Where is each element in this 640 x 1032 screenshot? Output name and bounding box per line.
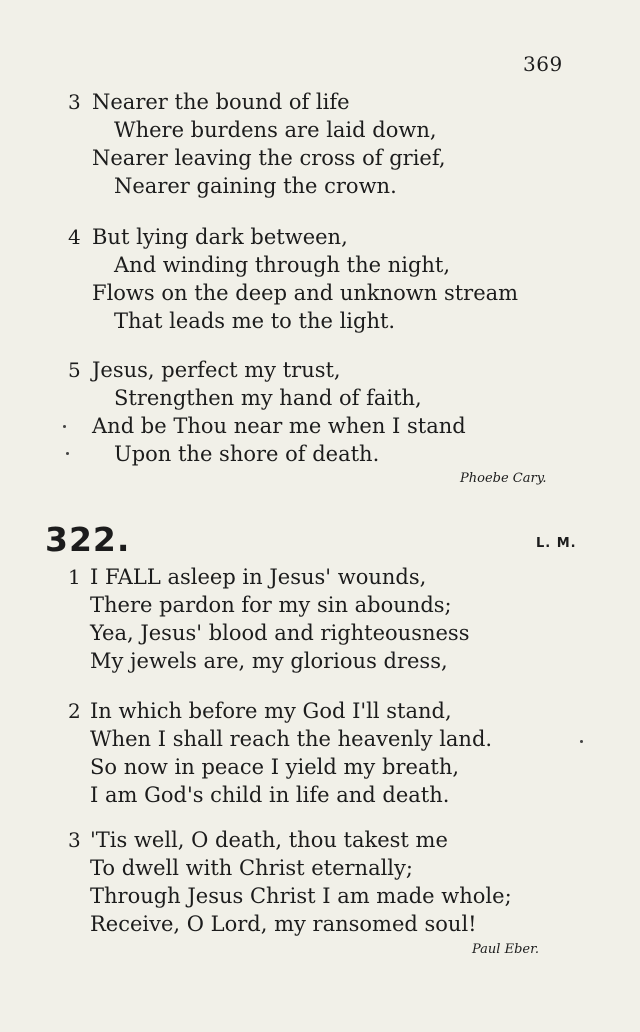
- verse-line: I FALL asleep in Jesus' wounds,: [90, 565, 427, 589]
- stanza-number: 3: [68, 828, 81, 852]
- verse-line: And be Thou near me when I stand: [92, 414, 466, 438]
- verse-line: There pardon for my sin abounds;: [90, 593, 452, 617]
- print-speck: [66, 452, 69, 455]
- print-speck: [580, 740, 583, 743]
- verse-line: Upon the shore of death.: [114, 442, 380, 466]
- hymn-author: Paul Eber.: [472, 942, 539, 957]
- print-speck: [63, 425, 66, 428]
- verse-line: When I shall reach the heavenly land.: [90, 727, 493, 751]
- stanza-number: 4: [68, 225, 81, 249]
- verse-line: I am God's child in life and death.: [90, 783, 450, 807]
- hymn-number: 322.: [45, 520, 131, 559]
- verse-line: Jesus, perfect my trust,: [92, 358, 341, 382]
- verse-line: Nearer leaving the cross of grief,: [92, 146, 446, 170]
- stanza-number: 5: [68, 358, 81, 382]
- verse-line: So now in peace I yield my breath,: [90, 755, 460, 779]
- verse-line: Yea, Jesus' blood and righteousness: [90, 621, 470, 645]
- verse-line: Nearer the bound of life: [92, 90, 350, 114]
- prev-hymn-author: Phoebe Cary.: [460, 471, 547, 486]
- stanza-number: 2: [68, 699, 81, 723]
- verse-line: To dwell with Christ eternally;: [90, 856, 413, 880]
- verse-line: Where burdens are laid down,: [114, 118, 437, 142]
- verse-line: Flows on the deep and unknown stream: [92, 281, 519, 305]
- verse-line: And winding through the night,: [114, 253, 451, 277]
- verse-line: 'Tis well, O death, thou takest me: [90, 828, 448, 852]
- verse-line: Strengthen my hand of faith,: [114, 386, 422, 410]
- stanza-number: 3: [68, 90, 81, 114]
- verse-line: Receive, O Lord, my ransomed soul!: [90, 912, 477, 936]
- verse-line: My jewels are, my glorious dress,: [90, 649, 448, 673]
- hymn-meter: L. M.: [536, 536, 577, 551]
- verse-line: But lying dark between,: [92, 225, 348, 249]
- page-number: 369: [523, 52, 563, 76]
- verse-line: That leads me to the light.: [114, 309, 396, 333]
- verse-line: In which before my God I'll stand,: [90, 699, 452, 723]
- verse-line: Nearer gaining the crown.: [114, 174, 397, 198]
- verse-line: Through Jesus Christ I am made whole;: [90, 884, 512, 908]
- stanza-number: 1: [68, 565, 81, 589]
